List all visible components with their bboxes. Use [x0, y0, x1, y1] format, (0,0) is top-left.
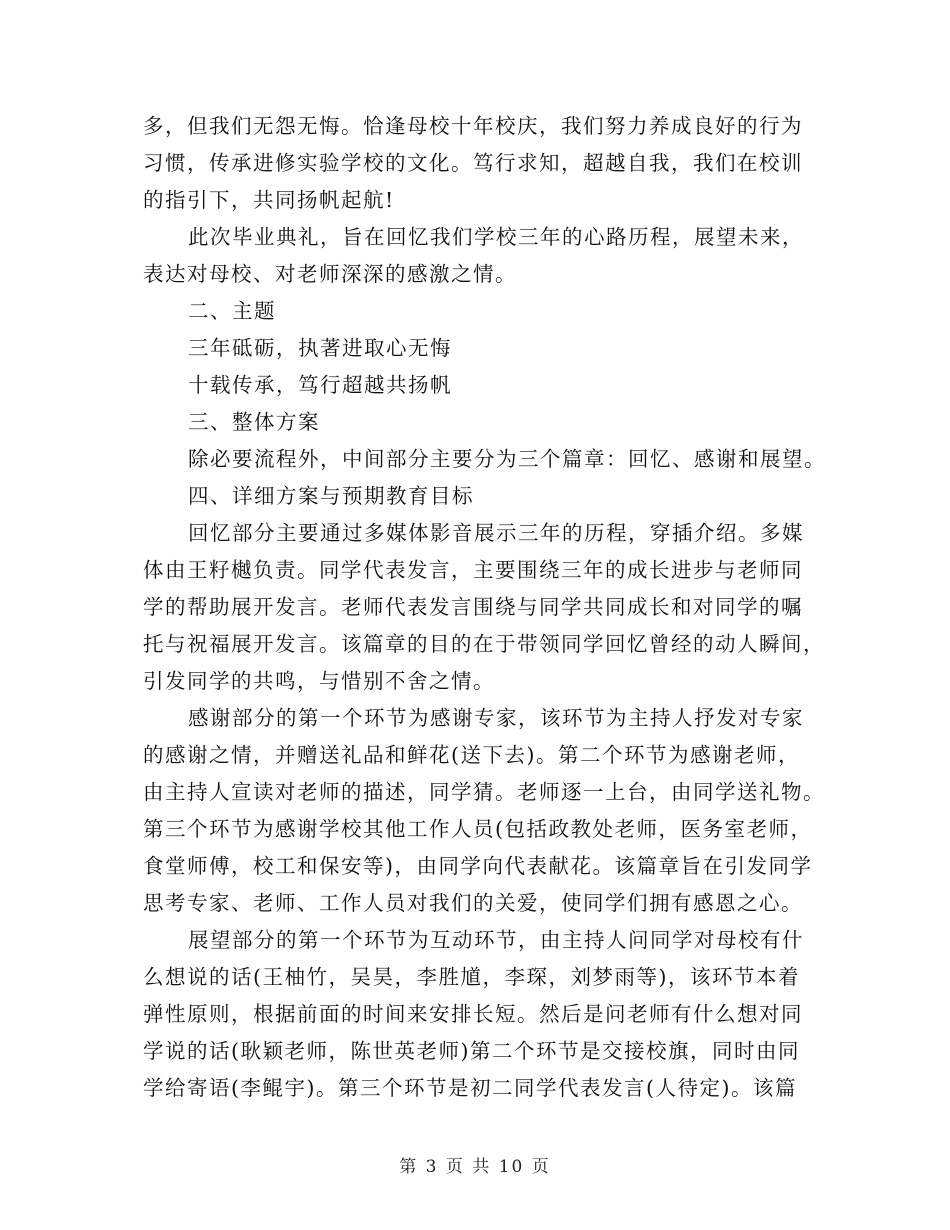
text-line: 学给寄语(李鲲宇)。第三个环节是初二同学代表发言(人待定)。该篇 [143, 1076, 797, 1100]
text-line: 三、整体方案 [188, 410, 320, 434]
text-line: 思考专家、老师、工作人员对我们的关爱，使同学们拥有感恩之心。 [143, 891, 803, 915]
page-footer: 第 3 页 共 10 页 [399, 1157, 551, 1177]
text-line: 学说的话(耿颖老师，陈世英老师)第二个环节是交接校旗，同时由同 [143, 1039, 800, 1063]
text-line: 学的帮助展开发言。老师代表发言围绕与同学共同成长和对同学的嘱 [143, 595, 803, 619]
text-line: 三年砥砺，执著进取心无悔 [188, 336, 452, 360]
text-line: 十载传承，笃行超越共扬帆 [188, 373, 452, 397]
text-line: 展望部分的第一个环节为互动环节，由主持人问同学对母校有什 [188, 928, 804, 952]
text-line: 除必要流程外，中间部分主要分为三个篇章：回忆、感谢和展望。 [188, 447, 826, 471]
text-line: 托与祝福展开发言。该篇章的目的在于带领同学回忆曾经的动人瞬间， [143, 632, 825, 656]
text-line: 的感谢之情，并赠送礼品和鲜花(送下去)。第二个环节为感谢老师， [143, 743, 800, 767]
text-line: 第三个环节为感谢学校其他工作人员(包括政教处老师，医务室老师， [143, 817, 813, 841]
text-line: 此次毕业典礼，旨在回忆我们学校三年的心路历程，展望未来， [188, 225, 804, 249]
body-text [143, 108, 826, 1107]
text-line: 弹性原则，根据前面的时间来安排长短。然后是问老师有什么想对同 [143, 1002, 803, 1026]
text-line: 表达对母校、对老师深深的感激之情。 [143, 262, 517, 286]
text-line: 多，但我们无怨无悔。恰逢母校十年校庆，我们努力养成良好的行为 [143, 114, 803, 138]
text-line: 由主持人宣读对老师的描述，同学猜。老师逐一上台，由同学送礼物。 [143, 780, 825, 804]
text-line: 食堂师傅，校工和保安等)，由同学向代表献花。该篇章旨在引发同学 [143, 854, 813, 878]
text-line: 四、详细方案与预期教育目标 [188, 484, 474, 508]
text-line: 回忆部分主要通过多媒体影音展示三年的历程，穿插介绍。多媒 [188, 521, 804, 545]
text-line: 的指引下，共同扬帆起航! [143, 188, 395, 212]
text-line: 么想说的话(王柚竹，吴昊，李胜馗，李琛，刘梦雨等)，该环节本着 [143, 965, 800, 989]
text-line: 感谢部分的第一个环节为感谢专家，该环节为主持人抒发对专家 [188, 706, 804, 730]
text-line: 习惯，传承进修实验学校的文化。笃行求知，超越自我，我们在校训 [143, 151, 803, 175]
text-line: 体由王籽樾负责。同学代表发言，主要围绕三年的成长进步与老师同 [143, 558, 803, 582]
text-line: 引发同学的共鸣，与惜别不舍之情。 [143, 669, 495, 693]
text-line: 二、主题 [188, 299, 276, 323]
